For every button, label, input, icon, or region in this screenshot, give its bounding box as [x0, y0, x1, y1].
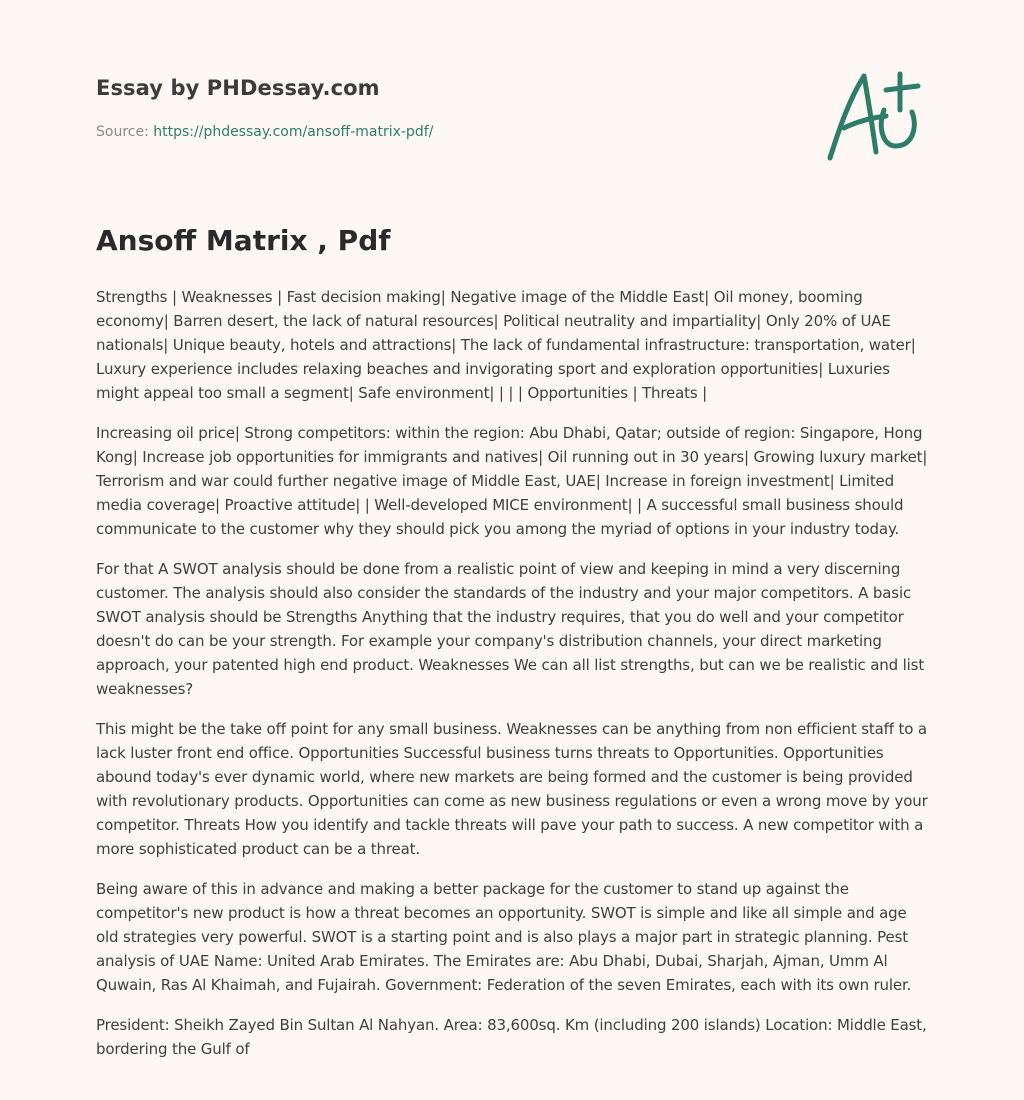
paragraph: Increasing oil price| Strong competitors: within the region: Abu Dhabi, Qatar; outside of region: Singapore, Hong Kong| Increase job opportunities for immigrants and natives| Oil running out in 30 years| Growing luxury market| Terrorism and war could further negative image of Middle East, UAE| Increase in foreign investment| Limited media coverage| Proactive attitude| | Well-developed MICE environment| | A successful small business should communicate to the customer why they should pick you among the myriad of options in your industry today. — [96, 424, 928, 538]
paragraph: President: Sheikh Zayed Bin Sultan Al Nahyan. Area: 83,600sq. Km (including 200 islands) Location: Middle East, bordering the Gulf of — [96, 1016, 927, 1058]
paragraph: For that A SWOT analysis should be done from a realistic point of view and keeping in mind a very discerning customer. The analysis should also consider the standards of the industry and your major competitors. A basic SWOT analysis should be Strengths Anything that the industry requires, that you do well and your competitor doesn't do can be your strength. For example your company's distribution channels, your direct marketing approach, your patented high end product. Weaknesses We can all list strengths, but can we be realistic and list weaknesses? — [96, 560, 925, 698]
source-line — [96, 124, 433, 140]
site-brand: Essay by PHDessay.com — [96, 76, 380, 100]
source-label: Source: — [96, 124, 154, 140]
paragraph: This might be the take off point for any small business. Weaknesses can be anything from non efficient staff to a lack luster front end office. Opportunities Successful business turns threats to Opportunities. Opportunities abound today's ever dynamic world, where new markets are being formed and the customer is being provided with revolutionary products. Opportunities can come as new business regulations or even a wrong move by your competitor. Threats How you identify and tackle threats will pave your path to success. A new competitor with a more sophisticated product can be a threat. — [96, 720, 928, 858]
source-link[interactable]: https://phdessay.com/ansoff-matrix-pdf/ — [153, 124, 434, 140]
paragraph: Strengths | Weaknesses | Fast decision making| Negative image of the Middle East| Oil money, booming economy| Barren desert, the lack of natural resources| Political neutrality and impartiality| Only 20% of UAE nationals| Unique beauty, hotels and attractions| The lack of fundamental infrastructure: transportation, water| Luxury experience includes relaxing beaches and invigorating sport and exploration opportunities| Luxuries might appeal too small a segment| Safe environment| | | | Opportunities | Threats | — [96, 288, 916, 402]
paragraph: Being aware of this in advance and making a better package for the customer to stand up against the competitor's new product is how a threat becomes an opportunity. SWOT is simple and like all simple and age old strategies very powerful. SWOT is a starting point and is also plays a major part in strategic planning. Pest analysis of UAE Name: United Arab Emirates. The Emirates are: Abu Dhabi, Dubai, Sharjah, Ajman, Umm Al Quwain, Ras Al Khaimah, and Fujairah. Government: Federation of the seven Emirates, each with its own ruler. — [96, 880, 912, 994]
a-plus-logo-icon — [816, 66, 928, 166]
essay-body — [96, 285, 928, 1077]
essay-title: Ansoff Matrix , Pdf — [96, 224, 391, 257]
